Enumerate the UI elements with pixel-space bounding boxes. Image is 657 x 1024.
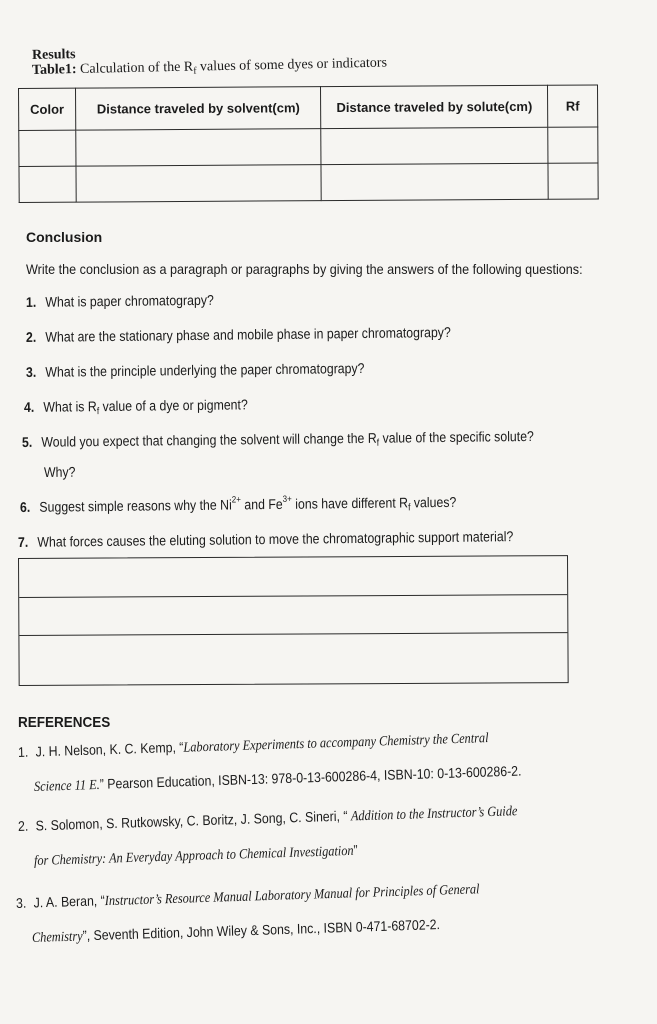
reference-item-2 — [18, 802, 518, 836]
question-item — [26, 324, 451, 345]
question-text-mid2: ions have different R — [291, 494, 409, 512]
reference-title: for Chemistry: An Everyday Approach to Chemical Investigation — [33, 843, 354, 869]
question-text-a: What is R — [43, 398, 97, 415]
conclusion-heading: Conclusion — [26, 229, 103, 245]
table-caption — [32, 56, 387, 80]
table-header-row — [19, 85, 598, 131]
question-number: 1. — [25, 293, 37, 310]
answer-box[interactable] — [18, 555, 569, 686]
conclusion-intro: Write the conclusion as a paragraph or paragraphs by giving the answers of the following questions: — [26, 261, 583, 277]
table-cell[interactable] — [76, 129, 322, 166]
question-text: What is paper chromatograpy? — [45, 291, 214, 310]
results-heading: Results — [31, 47, 76, 63]
reference-text: S. Solomon, S. Rutkowsky, C. Boritz, J. Song, C. Sineri, “ — [35, 807, 352, 834]
reference-title: Instructor’s Resource Manual Laboratory Manual for Principles of General — [104, 882, 480, 910]
question-text-a: Would you expect that changing the solvent will change the R — [41, 429, 377, 450]
reference-text: ” — [353, 841, 358, 858]
table-cell[interactable] — [76, 165, 322, 202]
question-item — [22, 428, 534, 453]
question-number: 7. — [17, 533, 29, 550]
question-text-b: value of the specific solute? — [379, 427, 534, 446]
reference-title: Addition to the Instructor’s Guide — [350, 804, 518, 825]
reference-number: 2. — [17, 817, 29, 834]
table-cell[interactable] — [321, 127, 548, 164]
reference-item-1 — [18, 729, 489, 762]
question-number: 3. — [25, 363, 37, 380]
question-sub: f — [408, 502, 411, 514]
reference-item-3 — [16, 880, 480, 913]
column-header-color: Color — [19, 88, 76, 130]
table-cell[interactable] — [321, 163, 548, 200]
reference-text: J. A. Beran, “ — [33, 892, 105, 911]
question-number: 2. — [25, 328, 37, 345]
references-heading: REFERENCES — [18, 714, 111, 731]
question-sub: f — [376, 437, 380, 449]
reference-text: ” Pearson Education, ISBN-13: 978-0-13-600286-4, ISBN-10: 0-13-600286-2. — [99, 762, 522, 792]
question-number: 5. — [21, 433, 33, 450]
question-text-a: Suggest simple reasons why the Ni — [39, 496, 232, 515]
reference-title: Laboratory Experiments to accompany Chemistry the Central — [183, 731, 489, 756]
reference-item-1-line2 — [34, 763, 522, 796]
table-row — [19, 127, 598, 167]
table-row — [19, 163, 598, 203]
reference-title: Science 11 E. — [33, 777, 100, 795]
table-cell[interactable] — [548, 127, 598, 163]
table-cell[interactable] — [19, 166, 76, 202]
reference-text: J. H. Nelson, K. C. Kemp, “ — [35, 738, 184, 760]
rf-values-table — [18, 84, 599, 203]
question-text-mid: and Fe — [240, 495, 283, 513]
reference-title: Chemistry — [31, 929, 83, 946]
column-header-solute-distance: Distance traveled by solute(cm) — [321, 85, 548, 128]
question-text: What is the principle underlying the paper chromatograpy? — [45, 359, 365, 380]
question-item — [26, 292, 214, 310]
caption-sub: f — [193, 65, 197, 77]
reference-number: 3. — [15, 894, 27, 911]
caption-text-a: Calculation of the R — [79, 59, 194, 77]
table-cell[interactable] — [548, 163, 598, 199]
table-cell[interactable] — [19, 130, 76, 166]
answer-line — [19, 594, 567, 598]
question-item — [18, 528, 513, 550]
question-sup: 3+ — [282, 493, 292, 504]
reference-item-3-line2 — [32, 916, 440, 947]
question-sub: f — [96, 406, 100, 418]
reference-number: 1. — [17, 743, 29, 760]
question-item — [26, 360, 365, 380]
question-number: 6. — [19, 498, 31, 515]
reference-text: ”, Seventh Edition, John Wiley & Sons, Inc., ISBN 0-471-68702-2. — [82, 916, 441, 944]
column-header-solvent-distance: Distance traveled by solvent(cm) — [75, 87, 321, 130]
question-number: 4. — [23, 398, 35, 415]
question-text-b: value of a dye or pigment? — [99, 396, 248, 415]
question-sup: 2+ — [231, 494, 241, 505]
answer-line — [19, 632, 567, 636]
question-item — [20, 492, 457, 518]
question-item — [24, 396, 248, 418]
question-text-b: values? — [410, 493, 457, 511]
column-header-rf: Rf — [548, 85, 598, 127]
question-text: What forces causes the eluting solution to move the chromatographic support material? — [37, 528, 514, 550]
table-label: Table1: — [31, 62, 77, 78]
reference-item-2-line2 — [34, 842, 358, 870]
question-continuation: Why? — [43, 463, 76, 480]
question-text: What are the stationary phase and mobile phase in paper chromatograpy? — [45, 323, 451, 345]
caption-text-b: values of some dyes or indicators — [196, 55, 388, 75]
